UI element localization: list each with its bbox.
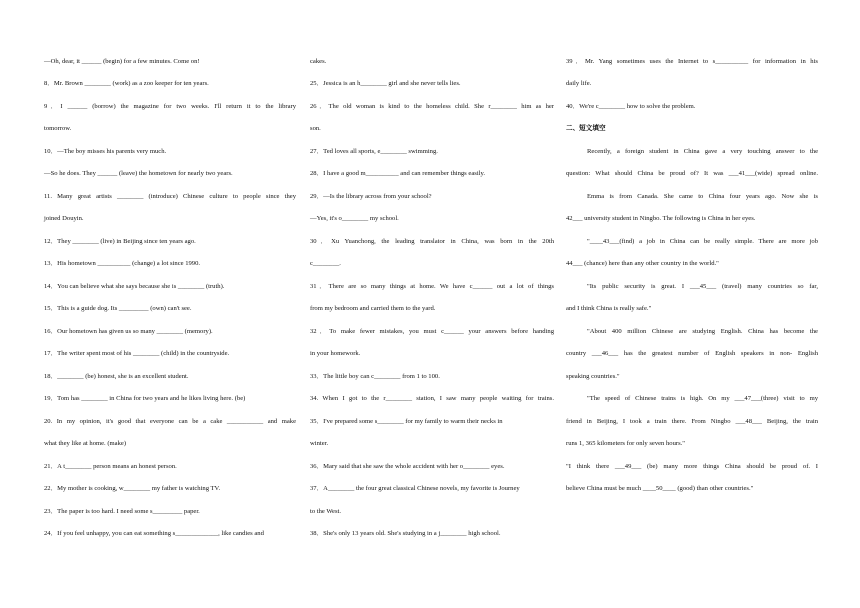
text-line: cakes. bbox=[310, 58, 327, 65]
text-line: joined Douyin. bbox=[44, 215, 84, 222]
text-line: 9．I ______ (borrow) the magazine for two weeks. I'll return it to the library bbox=[44, 103, 296, 110]
text-line: 32．To make fewer mistakes, you must c______ your answers before handing bbox=[310, 328, 554, 335]
text-line: and I think China is really safe." bbox=[566, 305, 652, 312]
text-line: 20. In my opinion, it's good that everyone can be a cake ___________ and make bbox=[44, 418, 296, 425]
text-line: what they like at home. (make) bbox=[44, 440, 127, 447]
text-line: 31．There are so many things at home. We have c______ out a lot of things bbox=[310, 283, 554, 290]
text-line: —Yes, it's o________ my school. bbox=[310, 215, 399, 222]
text-line: believe China must be much ____50____ (good) than other countries." bbox=[566, 485, 754, 492]
text-line: 24．If you feel unhappy, you can eat something s_____________, like candies and bbox=[44, 530, 264, 537]
text-line: 33．The little boy can c________ from 1 to 100. bbox=[310, 373, 440, 380]
text-line: 36．Mary said that she saw the whole accident with her o________ eyes. bbox=[310, 463, 505, 470]
text-line: 28．I have a good m__________ and can remember things easily. bbox=[310, 170, 485, 177]
text-line: —So he does. They ______ (leave) the hometown for nearly two years. bbox=[44, 170, 233, 177]
text-line: 34. When I got to the r________ station, I saw many people waiting for trains. bbox=[310, 395, 554, 402]
text-line: 15．This is a guide dog. Its _________ (own) can't see. bbox=[44, 305, 192, 312]
text-line: 37．A________ the four great classical Chinese novels, my favorite is Journey bbox=[310, 485, 520, 492]
text-line: 二、短文填空 bbox=[566, 125, 606, 132]
text-line: 8．Mr. Brown ________ (work) as a zoo keeper for ten years. bbox=[44, 80, 209, 87]
text-line: —Oh, dear, it ______ (begin) for a few minutes. Come on! bbox=[44, 58, 200, 65]
text-line: 21．A t________ person means an honest person. bbox=[44, 463, 177, 470]
text-line: "About 400 million Chinese are studying English. China has become the bbox=[587, 328, 818, 335]
text-line: 23．The paper is too hard. I need some s_________ paper. bbox=[44, 508, 200, 515]
text-line: in your homework. bbox=[310, 350, 361, 357]
text-line: 29．—Is the library across from your school? bbox=[310, 193, 432, 200]
text-line: 17．The writer spent most of his ________ (child) in the countryside. bbox=[44, 350, 230, 357]
text-line: 14．You can believe what she says because she is ________ (truth). bbox=[44, 283, 225, 290]
text-line: "Its public security is great. I ___45___ (travel) many countries so far, bbox=[587, 283, 818, 290]
text-line: "The speed of Chinese trains is high. On my ___47___(three) visit to my bbox=[587, 395, 818, 402]
text-line: "I think there ___49___ (be) many more things China should be proud of. I bbox=[566, 463, 818, 470]
text-line: speaking countries." bbox=[566, 373, 620, 380]
text-line: 11. Many great artists ________ (introduce) Chinese culture to people since they bbox=[44, 193, 296, 200]
text-line: 40．We're c________ how to solve the problem. bbox=[566, 103, 696, 110]
text-line: son. bbox=[310, 125, 321, 132]
text-line: runs 1, 365 kilometers for only seven hours." bbox=[566, 440, 685, 447]
text-line: country ___46___ has the greatest number of English speakers in non- English bbox=[566, 350, 818, 357]
text-line: 19．Tom has ________ in China for two years and he likes living here. (be) bbox=[44, 395, 246, 402]
text-line: 35．I've prepared some s________ for my family to warm their necks in bbox=[310, 418, 503, 425]
text-line: 25．Jessica is an h________ girl and she never tells lies. bbox=[310, 80, 461, 87]
text-line: 44___ (chance) here than any other country in the world." bbox=[566, 260, 719, 267]
text-line: 12．They ________ (live) in Beijing since ten years ago. bbox=[44, 238, 196, 245]
text-line: "____43___(find) a job in China can be really simple. There are more job bbox=[587, 238, 818, 245]
text-line: 26．The old woman is kind to the homeless child. She r________ him as her bbox=[310, 103, 554, 110]
text-line: Recently, a foreign student in China gave a very touching answer to the bbox=[587, 148, 818, 155]
text-line: friend in Beijing, I took a train there. From Ningbo ___48___ Beijing, the train bbox=[566, 418, 818, 425]
text-line: 42___ university student in Ningbo. The following is China in her eyes. bbox=[566, 215, 756, 222]
text-line: question: What should China be proud of? It was ___41___(wide) spread online. bbox=[566, 170, 818, 177]
text-line: winter. bbox=[310, 440, 329, 447]
text-line: 39．Mr. Yang sometimes uses the Internet to s__________ for information in his bbox=[566, 58, 818, 65]
text-line: from my bedroom and carried them to the yard. bbox=[310, 305, 436, 312]
text-line: Emma is from Canada. She came to China four years ago. Now she is bbox=[587, 193, 818, 200]
text-line: 18．________ (be) honest, she is an excellent student. bbox=[44, 373, 189, 380]
text-line: to the West. bbox=[310, 508, 342, 515]
text-line: daily life. bbox=[566, 80, 592, 87]
text-line: 13．His hometown __________ (change) a lot since 1990. bbox=[44, 260, 201, 267]
text-line: tomorrow. bbox=[44, 125, 72, 132]
text-line: 38．She's only 13 years old. She's studying in a j________ high school. bbox=[310, 530, 501, 537]
text-line: c________. bbox=[310, 260, 341, 267]
text-line: 16．Our hometown has given us so many ________ (memory). bbox=[44, 328, 213, 335]
text-line: 10．—The boy misses his parents very much. bbox=[44, 148, 167, 155]
text-line: 27．Ted loves all sports, e________ swimming. bbox=[310, 148, 438, 155]
text-line: 22．My mother is cooking, w________ my father is watching TV. bbox=[44, 485, 221, 492]
text-line: 30．Xu Yuanchong, the leading translator in China, was born in the 20th bbox=[310, 238, 554, 245]
